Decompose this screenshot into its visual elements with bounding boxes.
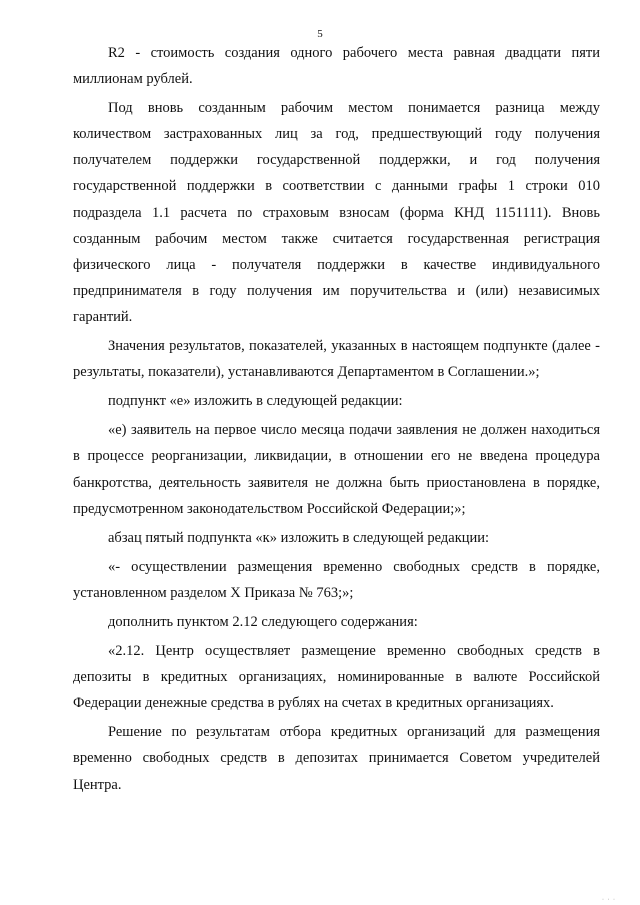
paragraph-item-2-12: «2.12. Центр осуществляет размещение временно свободных средств в депозиты в кредитных организациях, номинированные в валюте Российской Федерации денежные средства в рублях на счетах в кредитных организациях. <box>73 643 600 712</box>
paragraph-new-workplace-definition: Под вновь созданным рабочим местом понимается разница между количеством застрахованных лиц за год, предшествующий году получения получателем поддержки государственной поддержки, и год получения государственной поддержки в соответствии с данными графы 1 строки 010 подраздела 1.1 расчета по страховым взносам (форма КНД 1151111). Вновь созданным рабочим местом также считается государственная регистрация физического лица - получателя поддержки в качестве индивидуального предпринимателя в году получения им поручительства и (или) независимых гарантий. <box>73 100 600 325</box>
paragraph-subitem-k-text: «- осуществлении размещения временно свободных средств в порядке, установленном разделом X Приказа № 763;»; <box>73 558 600 601</box>
paragraph-r2-definition: R2 - стоимость создания одного рабочего места равная двадцати пяти миллионам рублей. <box>73 45 600 88</box>
paragraph-subitem-e-text: «е) заявитель на первое число месяца подачи заявления не должен находиться в процессе реорганизации, ликвидации, в отношении его не введена процедура банкротства, деятельность заявителя не должна быть приостановлена в порядке, предусмотренном законодательством Российской Федерации;»; <box>73 422 600 517</box>
paragraph-subitem-e-intro: подпункт «е» изложить в следующей редакции: <box>108 393 403 410</box>
document-body <box>73 40 600 798</box>
paragraph-council-decision: Решение по результатам отбора кредитных организаций для размещения временно свободных средств в депозитах принимается Советом учредителей Центра. <box>73 724 600 793</box>
paragraph-results-indicators: Значения результатов, показателей, указанных в настоящем подпункте (далее - результаты, показатели), устанавливаются Департаментом в Соглашении.»; <box>73 338 600 381</box>
paragraph-add-item-intro: дополнить пунктом 2.12 следующего содержания: <box>108 613 418 630</box>
paragraph-subitem-k-intro: абзац пятый подпункта «к» изложить в следующей редакции: <box>108 529 490 546</box>
page-number: 5 <box>317 28 323 40</box>
corner-scan-mark: · · · <box>602 897 616 903</box>
